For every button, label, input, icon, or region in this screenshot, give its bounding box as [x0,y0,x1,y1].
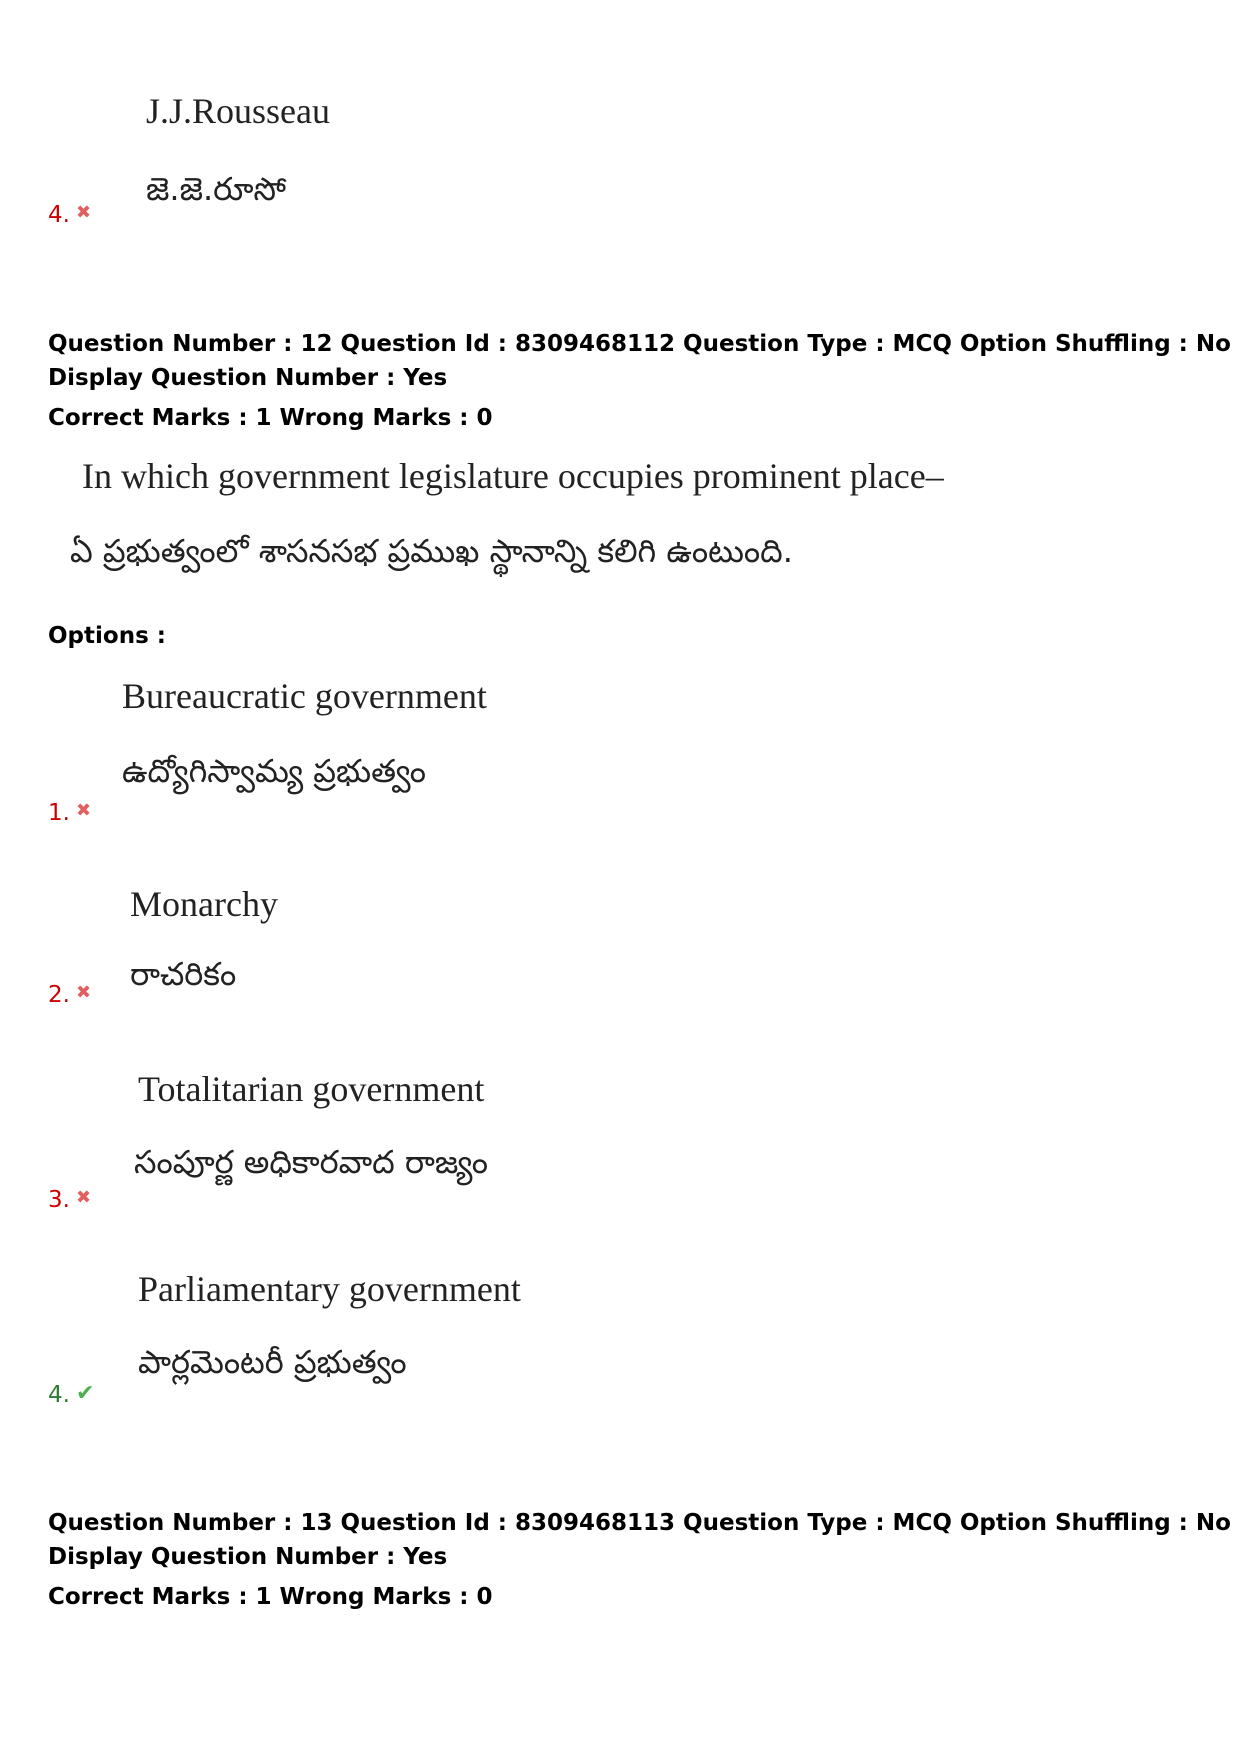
cross-icon: ✖ [75,800,92,821]
option-number: 3. [48,1187,70,1213]
option-4-english: Parliamentary government [138,1269,521,1309]
prev-option-4-english: J.J.Rousseau [146,91,331,131]
option-number: 4. [48,202,70,228]
option-3-telugu: సంపూర్ణ అధికారవాద రాజ్యం [134,1143,488,1181]
question-12-marks: Correct Marks : 1 Wrong Marks : 0 [48,405,493,431]
option-1-english: Bureaucratic government [122,676,487,716]
question-12-header-line1: Question Number : 12 Question Id : 8309468112 Question Type : MCQ Option Shuffling : No [48,331,1231,357]
option-4-telugu: పార్లమెంటరీ ప్రభుత్వం [138,1343,407,1381]
option-number: 1. [48,800,70,826]
cross-icon: ✖ [75,1187,92,1208]
question-12-text-english: In which government legislature occupies prominent place– [82,456,944,496]
question-12-text-telugu: ఏ ప్రభుత్వంలో శాసనసభ ప్రముఖ స్థానాన్ని కలిగి ఉంటుంది. [70,532,793,570]
cross-icon: ✖ [75,202,92,223]
question-13-marks: Correct Marks : 1 Wrong Marks : 0 [48,1584,493,1610]
option-3-number-row [48,1187,91,1213]
option-2-telugu: రాచరికం [130,955,237,993]
option-4-number-row [48,1381,94,1408]
option-number: 4. [48,1382,70,1408]
option-number: 2. [48,982,70,1008]
question-13-header-line1: Question Number : 13 Question Id : 8309468113 Question Type : MCQ Option Shuffling : No [48,1510,1231,1536]
option-2-number-row [48,982,91,1008]
option-3-english: Totalitarian government [138,1069,485,1109]
option-1-number-row [48,800,91,826]
check-icon: ✔ [75,1381,95,1406]
cross-icon: ✖ [75,982,92,1003]
options-label: Options : [48,623,166,649]
question-13-header-line2: Display Question Number : Yes [48,1544,448,1570]
prev-option-4-telugu: జె.జె.రూసో [146,170,287,208]
prev-option-4-number-row [48,202,91,228]
option-2-english: Monarchy [130,884,278,924]
question-12-header-line2: Display Question Number : Yes [48,365,448,391]
option-1-telugu: ఉద్యోగిస్వామ్య ప్రభుత్వం [122,752,427,790]
